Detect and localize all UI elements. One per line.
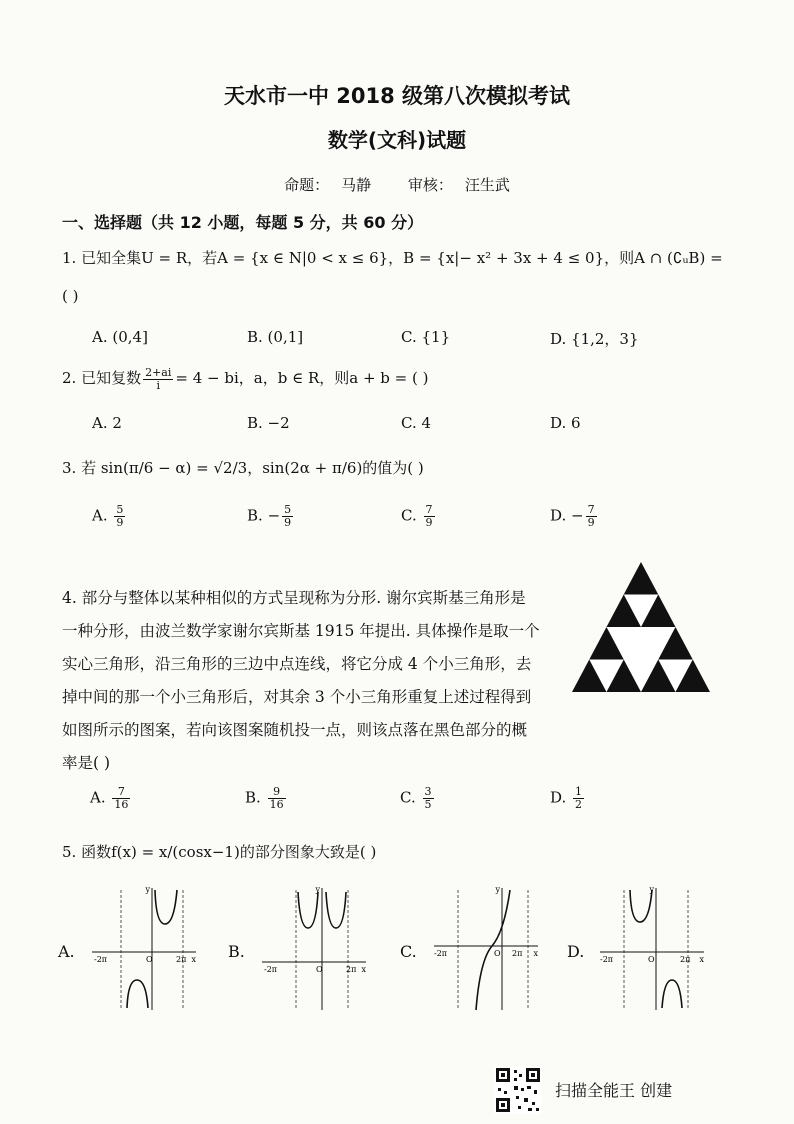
q4-option-c <box>400 786 436 811</box>
q1-option-b: B. (0,1] <box>247 328 304 346</box>
curve <box>476 890 510 1010</box>
q1-option-c: C. {1} <box>401 328 451 346</box>
curve-left <box>127 980 148 1008</box>
q5-graph-b <box>258 884 370 1014</box>
q2-fraction <box>143 367 173 392</box>
pos-2pi-label: 2π <box>680 955 691 964</box>
question-2 <box>62 366 428 392</box>
q4-a-den: 16 <box>114 798 129 811</box>
x-label: x <box>361 965 366 974</box>
q3-c-label: C. <box>401 506 417 525</box>
curve-right <box>662 980 682 1008</box>
question-5: 5. 函数f(x) = x/(cosx−1)的部分图象大致是( ) <box>62 843 377 861</box>
q4-a-num: 7 <box>112 786 130 799</box>
q3-d-label: D. <box>550 506 567 525</box>
q4-a-frac <box>112 786 130 811</box>
origin-label: O <box>648 955 655 964</box>
y-label: y <box>649 885 654 894</box>
y-label: y <box>315 885 320 894</box>
qr-code-icon <box>494 1066 542 1114</box>
curve-right <box>326 892 346 928</box>
q2-frac-num: 2+ai <box>145 365 172 379</box>
q1-option-a: A. (0,4] <box>92 328 148 346</box>
q4-b-num: 9 <box>268 786 286 799</box>
x-label: x <box>533 949 538 958</box>
q3-option-a <box>92 504 127 529</box>
q4-d-den: 2 <box>575 798 583 811</box>
reviewer-label: 审核： <box>407 176 453 194</box>
q4-d-num: 1 <box>575 785 583 798</box>
q4-d-frac <box>573 786 584 811</box>
author: 马静 <box>341 176 372 194</box>
q5-graph-d <box>596 884 708 1014</box>
pos-2pi-label: 2π <box>176 955 187 964</box>
q4-c-label: C. <box>400 788 416 807</box>
q3-option-b <box>247 504 295 529</box>
q4-c-num: 3 <box>424 785 432 798</box>
q3-a-frac <box>114 504 125 529</box>
q3-c-num: 7 <box>425 503 433 516</box>
origin-label: O <box>146 955 153 964</box>
neg-2pi-label: -2π <box>264 965 278 974</box>
q3-d-sign: − <box>571 506 584 525</box>
q5-graph-c <box>430 884 542 1014</box>
question-1-blank: ( ) <box>62 287 79 305</box>
q2-suffix: = 4 − bi，a，b ∈ R，则a + b = ( ) <box>175 369 429 387</box>
neg-2pi-label: -2π <box>600 955 614 964</box>
pos-2pi-label: 2π <box>512 949 523 958</box>
scanner-watermark-text: 扫描全能王 创建 <box>555 1081 673 1100</box>
author-label: 命题： <box>284 176 330 194</box>
q3-d-num: 7 <box>587 503 595 516</box>
q5-option-c-label: C. <box>400 942 417 961</box>
section-heading: 一、选择题（共 12 小题，每题 5 分，共 60 分） <box>62 213 424 232</box>
q3-b-num: 5 <box>284 503 292 516</box>
x-label: x <box>699 955 704 964</box>
q5-graph-a <box>88 884 200 1014</box>
neg-2pi-label: -2π <box>94 955 108 964</box>
q4-b-frac <box>268 786 286 811</box>
question-3: 3. 若 sin(π/6 − α) = √2/3，sin(2α + π/6)的值为( ) <box>62 459 424 477</box>
question-4: 4. 部分与整体以某种相似的方式呈现称为分形. 谢尔宾斯基三角形是一种分形，由波兰数学家谢尔宾斯基 1915 年提出. 具体操作是取一个实心三角形，沿三角形的三边中点连线，将它分成 4 个小三角形，去掉中间的那一个小三角形后，对其余 3 个小三角形重复上述过程得到如图所示的图案，若向该图案随机投一点，则该点落在黑色部分的概率是( ) <box>62 589 540 772</box>
neg-2pi-label: -2π <box>434 949 448 958</box>
q3-b-label: B. <box>247 506 263 525</box>
q3-option-c <box>401 504 437 529</box>
q4-b-label: B. <box>245 788 261 807</box>
sierpinski-triangle-figure <box>568 556 714 698</box>
q4-d-label: D. <box>550 788 567 807</box>
q4-option-b <box>245 786 288 811</box>
q2-prefix: 2. 已知复数 <box>62 369 142 387</box>
q3-b-den: 9 <box>284 516 292 529</box>
q4-c-den: 5 <box>424 798 432 811</box>
q4-option-a <box>90 786 132 811</box>
exam-subtitle: 数学(文科)试题 <box>327 128 467 152</box>
curve-right <box>155 890 177 924</box>
q3-b-frac <box>282 504 293 529</box>
byline <box>0 174 794 195</box>
q2-option-a: A. 2 <box>92 414 122 432</box>
q3-a-label: A. <box>92 506 108 525</box>
q2-frac-den: i <box>156 378 160 392</box>
q2-option-c: C. 4 <box>401 414 432 432</box>
x-label: x <box>191 955 196 964</box>
origin-label: O <box>316 965 323 974</box>
origin-label: O <box>494 949 501 958</box>
q2-option-d: D. 6 <box>550 414 581 432</box>
curve-left <box>298 892 318 928</box>
q4-b-den: 16 <box>269 798 284 811</box>
q3-a-den: 9 <box>116 516 124 529</box>
q3-option-d <box>550 504 599 529</box>
q1-option-d: D. {1,2，3} <box>550 330 639 348</box>
pos-2pi-label: 2π <box>346 965 357 974</box>
q3-d-den: 9 <box>587 516 595 529</box>
q4-a-label: A. <box>90 788 106 807</box>
q5-option-a-label: A. <box>58 942 75 961</box>
curve-left <box>630 890 652 922</box>
q5-option-d-label: D. <box>567 942 585 961</box>
q2-option-b: B. −2 <box>247 414 290 432</box>
reviewer: 汪生武 <box>464 176 510 194</box>
q3-d-frac <box>586 504 597 529</box>
exam-title: 天水市一中 2018 级第八次模拟考试 <box>223 84 571 108</box>
y-label: y <box>495 885 500 894</box>
q3-b-sign: − <box>267 506 281 525</box>
q4-option-d <box>550 786 586 811</box>
q4-c-frac <box>423 786 434 811</box>
question-1: 1. 已知全集U = R，若A = {x ∈ N|0 < x ≤ 6}，B = {x|− x² + 3x + 4 ≤ 0}，则A ∩ (∁ᵤB) = <box>62 249 723 267</box>
q3-a-num: 5 <box>116 503 124 516</box>
y-label: y <box>145 885 150 894</box>
q3-c-den: 9 <box>425 516 433 529</box>
q3-c-frac <box>424 504 435 529</box>
q5-option-b-label: B. <box>228 942 245 961</box>
